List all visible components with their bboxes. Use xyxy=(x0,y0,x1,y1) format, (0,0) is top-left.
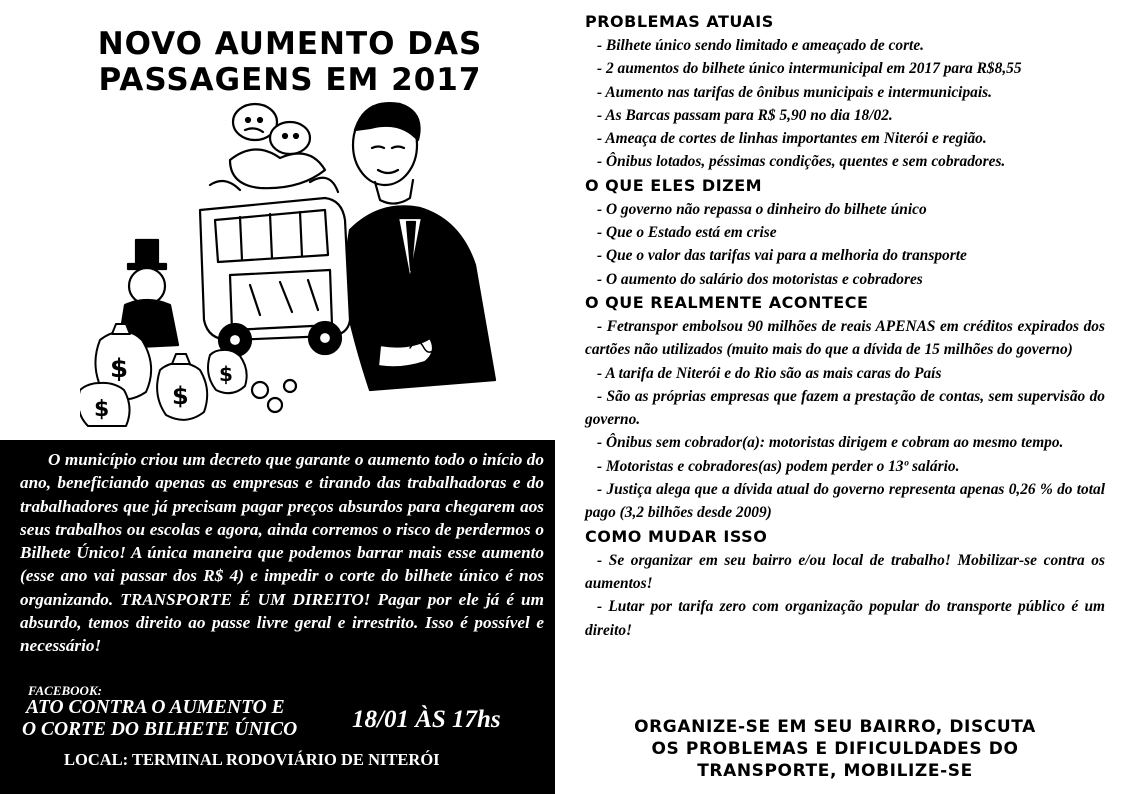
headline xyxy=(60,26,520,98)
event-location: LOCAL: TERMINAL RODOVIÁRIO DE NITERÓI xyxy=(64,750,440,769)
headline-line-1: NOVO AUMENTO DAS xyxy=(97,26,483,62)
svg-text:$: $ xyxy=(172,382,189,410)
list-item: - Aumento nas tarifas de ônibus municipais e intermunicipais. xyxy=(597,83,992,101)
list-item: - O aumento do salário dos motoristas e cobradores xyxy=(597,270,923,288)
svg-text:$: $ xyxy=(219,362,233,386)
headline-line-2: PASSAGENS EM 2017 xyxy=(98,62,482,98)
cartoon-illustration xyxy=(80,90,500,430)
what-they-say-list xyxy=(585,198,1105,291)
list-item: - Motoristas e cobradores(as) podem perder o 13º salário. xyxy=(597,457,960,475)
section-title-what-really-happens: O QUE REALMENTE ACONTECE xyxy=(585,292,869,312)
list-item: - O governo não repassa o dinheiro do bilhete único xyxy=(597,200,927,218)
how-to-change-list xyxy=(585,549,1105,642)
decree-paragraph: O município criou um decreto que garante o aumento todo o início do ano, beneficiando apenas as empresas e tirando das trabalhadoras e do trabalhadores que já precisam pagar preços absurdos para chegarem aos seus trabalhos ou escolas e agora, ainda corremos o risco de perdermos o Bilhete Único! A única maneira que podemos barrar mais esse aumento (esse ano vai passar dos R$ 4) e impedir o corte do bilhete único é nos organizando. TRANSPORTE É UM DIREITO! Pagar por ele já é um absurdo, temos direito ao passe livre geral e irrestrito. Isso é possível e necessário! xyxy=(20,450,544,656)
current-problems-list xyxy=(585,34,1105,174)
list-item: - Se organizar em seu bairro e/ou local de trabalho! Mobilizar-se contra os aumentos! xyxy=(585,551,1105,592)
list-item: - A tarifa de Niterói e do Rio são as mais caras do País xyxy=(597,364,942,382)
cta-line-1: ORGANIZE-SE EM SEU BAIRRO, DISCUTA xyxy=(634,717,1036,737)
right-column xyxy=(585,10,1105,642)
list-item: - Justiça alega que a dívida atual do governo representa apenas 0,26 % do total pago (3,2 bilhões desde 2009) xyxy=(585,481,1105,522)
info-box xyxy=(0,440,555,794)
list-item: - Que o valor das tarifas vai para a melhoria do transporte xyxy=(597,247,967,265)
event-title-line-2: O CORTE DO BILHETE ÚNICO xyxy=(22,719,298,740)
what-really-happens-list xyxy=(585,315,1105,525)
list-item: - 2 aumentos do bilhete único intermunicipal em 2017 para R$8,55 xyxy=(597,60,1022,78)
list-item: - Ônibus sem cobrador(a): motoristas dirigem e cobram ao mesmo tempo. xyxy=(597,434,1064,452)
list-item: - Ameaça de cortes de linhas importantes em Niterói e região. xyxy=(597,130,987,148)
svg-text:$: $ xyxy=(94,397,110,422)
cta-line-2: OS PROBLEMAS E DIFICULDADES DO xyxy=(651,739,1019,759)
list-item: - Bilhete único sendo limitado e ameaçado de corte. xyxy=(597,37,925,54)
event-title-line-1: ATO CONTRA O AUMENTO E xyxy=(26,697,285,718)
call-to-action xyxy=(595,716,1075,782)
cta-line-3: TRANSPORTE, MOBILIZE-SE xyxy=(697,761,973,781)
facebook-label: FACEBOOK: xyxy=(28,683,102,698)
list-item: - As Barcas passam para R$ 5,90 no dia 18/02. xyxy=(597,106,893,124)
section-title-how-to-change: COMO MUDAR ISSO xyxy=(585,526,768,546)
section-title-current-problems: PROBLEMAS ATUAIS xyxy=(585,12,774,31)
event-datetime: 18/01 ÀS 17hs xyxy=(352,706,501,733)
list-item: - Fetranspor embolsou 90 milhões de reais APENAS em créditos expirados dos cartões não utilizados (muito mais do que a dívida de 15 milhões do governo) xyxy=(585,317,1105,359)
section-title-what-they-say: O QUE ELES DIZEM xyxy=(585,175,763,195)
list-item: - Que o Estado está em crise xyxy=(597,224,777,242)
list-item: - Ônibus lotados, péssimas condições, quentes e sem cobradores. xyxy=(597,153,1006,171)
list-item: - Lutar por tarifa zero com organização popular do transporte público é um direito! xyxy=(585,598,1105,639)
svg-text:$: $ xyxy=(130,310,143,331)
list-item: - São as próprias empresas que fazem a prestação de contas, sem supervisão do governo. xyxy=(585,387,1105,429)
svg-text:$: $ xyxy=(110,354,129,384)
